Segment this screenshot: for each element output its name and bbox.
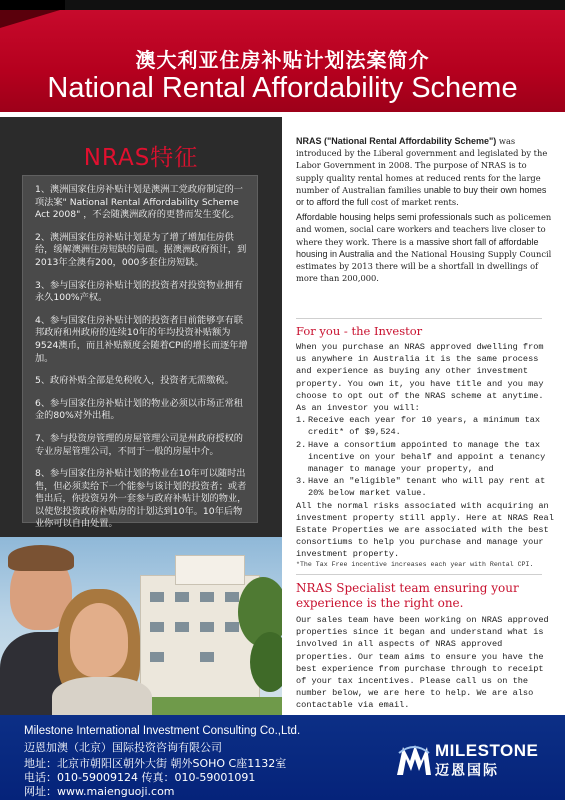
investor-benefits-list bbox=[296, 414, 554, 499]
header-title-en: National Rental Affordability Scheme bbox=[47, 72, 518, 104]
company-website: 网址：www.maienguoji.com bbox=[24, 785, 175, 798]
logo-name-cn: 迈恩国际 bbox=[435, 763, 499, 779]
feature-item: 6、参与国家住房补贴计划的物业必须以市场正常租金的80%对外出租。 bbox=[35, 397, 243, 422]
header-fold bbox=[0, 10, 60, 28]
list-item: 2. Have a consortium appointed to manage the tax incentive on your behalf and appoint a tenancy manager to manage your property, and bbox=[296, 439, 546, 475]
intro-p2-a: Affordable housing helps semi professionals such bbox=[296, 212, 494, 223]
divider bbox=[296, 574, 542, 575]
investor-section bbox=[296, 324, 554, 568]
divider bbox=[296, 318, 542, 319]
footer bbox=[0, 715, 565, 800]
right-column bbox=[296, 135, 554, 284]
features-panel bbox=[0, 117, 282, 537]
feature-item: 5、政府补贴全部是免税收入，投资者无需缴税。 bbox=[35, 375, 234, 387]
intro-p2-c: massive short fall of affordable housing in Australia bbox=[296, 236, 539, 259]
top-strip bbox=[0, 0, 565, 10]
specialist-body: Our sales team have been working on NRAS approved properties since it began and understand what is involved in all aspects of NRAS approved properties. Our team aims to ensure you have the best experience from purchase through to receipt of your tax incentives. Please call us on the number below, we are here to help. We are also contactable via email. bbox=[296, 615, 549, 711]
features-title: NRAS特征 bbox=[83, 145, 199, 171]
milestone-logo bbox=[395, 739, 555, 781]
milestone-mark-icon bbox=[395, 739, 433, 779]
feature-item: 7、参与投资房管理的房屋管理公司是州政府授权的专业房屋管理公司，不同于一般的房屋中介。 bbox=[35, 432, 243, 457]
feature-item: 8、参与国家住房补贴计划的物业在10年可以随时出售，但必须卖给下一个能参与该计划的投资者；或者售出后，你投资另外一套参与政府补贴计划的物业，以使您投资政府补贴房的计划达到10年。10年后物业你可以自由处置。 bbox=[35, 468, 247, 530]
feature-item: 2、澳洲国家住房补贴计划是为了增了增加住房供给，缓解澳洲住房短缺的局面。据澳洲政府预计，到2013年全澳有200，000多套住房短缺。 bbox=[35, 231, 247, 268]
features-box bbox=[22, 175, 258, 530]
specialist-section bbox=[296, 581, 554, 712]
company-phone: 电话：010-59009124 传真：010-59001091 bbox=[24, 771, 256, 784]
intro-p2-d: and the National Housing Supply Council estimates by 2013 there will be a shortfall in dwellings of more than 200,000. bbox=[296, 248, 552, 284]
feature-item: 4、参与国家住房补贴计划的投资者目前能够享有联邦政府和州政府的连续10年的年均投资补贴额为9524澳币，而且补贴额度会随着CPI的增长而逐年增加。 bbox=[35, 314, 248, 364]
intro-p1-c: cost of market rents. bbox=[368, 197, 459, 208]
investor-closing: All the normal risks associated with acquiring an investment property still apply. Here at NRAS Real Estate Properties we are associated with the best consortiums to help you purchase and manage your investment property. bbox=[296, 500, 554, 560]
company-name-cn: 迈恩加澳（北京）国际投资咨询有限公司 bbox=[24, 741, 222, 754]
list-item: 1. Receive each year for 10 years, a minimum tax credit* of $9,524. bbox=[296, 415, 541, 438]
company-name-en: Milestone International Investment Consulting Co.,Ltd. bbox=[24, 725, 301, 737]
intro-p2-b: as policemen and women, social care workers and teachers live closer to where they work. There is a bbox=[296, 212, 552, 247]
list-item: 3. Have an "eligible" tenant who will pay rent at 20% below market value. bbox=[296, 476, 546, 499]
intro-p1-a: was introduced by the Liberal government and legislated by the Labor Government in 2008. The purpose of NRAS is to supply quality rental homes at reduced rents for the large number of Australian families bbox=[296, 136, 548, 195]
header-banner bbox=[0, 10, 565, 112]
investor-title: For you - the Investor bbox=[296, 324, 423, 338]
couple-building-photo bbox=[0, 537, 282, 715]
intro-lead-bold: NRAS ("National Rental Affordability Scheme") bbox=[296, 136, 497, 146]
intro-text bbox=[296, 135, 554, 284]
company-address: 地址：北京市朝阳区朝外大街 朝外SOHO C座1132室 bbox=[24, 757, 287, 770]
investor-lead: When you purchase an NRAS approved dwelling from us anywhere in Australia it is the same process and experience as buying any other investment property. You own it, you have title and you may choose to opt out of the NRAS scheme at anytime. As an investor you will: bbox=[296, 342, 544, 414]
intro-p1-b: unable to buy their own homes or to afford the full bbox=[296, 184, 547, 208]
specialist-title: NRAS Specialist team ensuring your experience is the right one. bbox=[296, 581, 519, 610]
feature-item: 3、参与国家住房补贴计划的投资者对投资物业拥有永久100%产权。 bbox=[35, 279, 243, 304]
feature-item: 1、澳洲国家住房补贴计划是澳洲工党政府制定的一项法案" National Rental Affordability Scheme Act 2008" ，不会随澳洲政府的更替而发生变化。 bbox=[35, 184, 243, 221]
header-title-cn: 澳大利亚住房补贴计划法案简介 bbox=[135, 48, 430, 72]
logo-name-en: MILESTONE bbox=[435, 741, 539, 760]
tax-footnote: *The Tax Free incentive increases each year with Rental CPI. bbox=[296, 560, 534, 568]
